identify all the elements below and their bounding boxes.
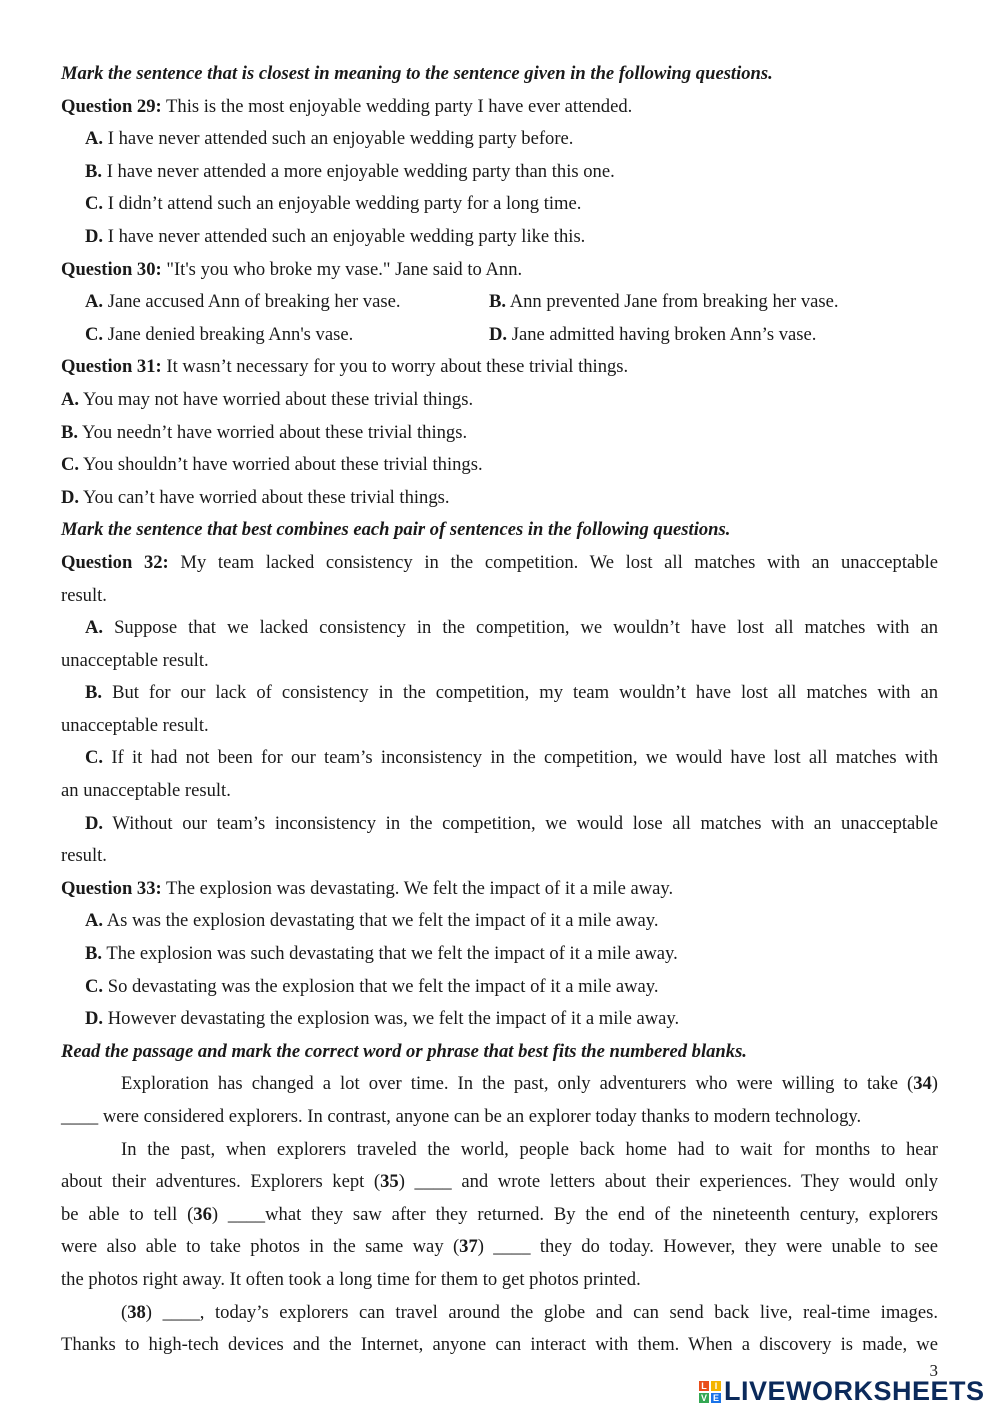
blank-number-34: 34 — [913, 1073, 932, 1095]
question-33 — [61, 873, 938, 906]
question-31 — [61, 351, 938, 384]
option-d[interactable]: D. However devastating the explosion was, we felt the impact of it a mile away. — [85, 1008, 680, 1030]
page-number: 3 — [929, 1361, 938, 1380]
question-text: This is the most enjoyable wedding party I have ever attended. — [161, 95, 633, 117]
option-c-continued: an unacceptable result. — [61, 780, 231, 802]
option-a[interactable]: A. As was the explosion devastating that we felt the impact of it a mile away. — [85, 910, 659, 932]
passage-line: In the past, when explorers traveled the world, people back home had to wait for months to hear — [121, 1138, 938, 1160]
option-row — [61, 319, 938, 352]
section-instruction: Read the passage and mark the correct word or phrase that best fits the numbered blanks. — [61, 1040, 747, 1062]
option-a[interactable]: A. Suppose that we lacked consistency in the competition, we wouldn’t have lost all matches with an — [85, 617, 938, 639]
option-c[interactable]: C. If it had not been for our team’s inconsistency in the competition, we would have lost all matches with — [85, 747, 938, 769]
option-d[interactable]: D. I have never attended such an enjoyable wedding party like this. — [85, 225, 586, 247]
passage-line: about their adventures. Explorers kept (35) ____ and wrote letters about their experiences. They would only — [61, 1171, 938, 1193]
option-c[interactable]: C. Jane denied breaking Ann's vase. — [85, 323, 354, 345]
question-29 — [61, 91, 938, 124]
question-text: It wasn’t necessary for you to worry about these trivial things. — [161, 356, 629, 378]
option-d[interactable]: D. You can’t have worried about these trivial things. — [61, 486, 450, 508]
option-c[interactable]: C. I didn’t attend such an enjoyable wedding party for a long time. — [85, 193, 582, 215]
option-c[interactable]: C. You shouldn’t have worried about these trivial things. — [61, 454, 483, 476]
passage-line: the photos right away. It often took a long time for them to get photos printed. — [61, 1268, 641, 1290]
question-label: Question 32: — [61, 551, 169, 573]
passage-line: ____ were considered explorers. In contrast, anyone can be an explorer today thanks to modern technology. — [61, 1106, 862, 1127]
logo-mark-icon — [699, 1381, 721, 1403]
option-b[interactable]: B. The explosion was such devastating that we felt the impact of it a mile away. — [85, 943, 678, 965]
logo-letter: L — [699, 1381, 709, 1391]
option-b[interactable]: B. But for our lack of consistency in the competition, my team wouldn’t have lost all matches with an — [85, 682, 938, 704]
question-text: The explosion was devastating. We felt the impact of it a mile away. — [161, 877, 674, 899]
passage-line: were also able to take photos in the same way (37) ____ they do today. However, they were unable to see — [61, 1236, 938, 1258]
blank-number-36: 36 — [193, 1203, 212, 1225]
option-a[interactable]: A. You may not have worried about these trivial things. — [61, 388, 474, 410]
question-text-continued: result. — [61, 584, 107, 606]
blank-number-35: 35 — [380, 1171, 399, 1193]
option-a[interactable]: A. Jane accused Ann of breaking her vase. — [85, 291, 401, 313]
question-text: "It's you who broke my vase." Jane said to Ann. — [161, 258, 523, 280]
section-instruction: Mark the sentence that is closest in meaning to the sentence given in the following questions. — [61, 63, 773, 84]
logo-letter: I — [711, 1381, 721, 1391]
passage-line: be able to tell (36) ____what they saw after they returned. By the end of the nineteenth century, explorers — [61, 1203, 938, 1225]
passage-line: Exploration has changed a lot over time. In the past, only adventurers who were willing to take (34) — [121, 1073, 938, 1095]
worksheet-page — [61, 58, 938, 1362]
option-d[interactable]: D. Without our team’s inconsistency in the competition, we would lose all matches with an unacceptable — [85, 812, 939, 834]
option-a[interactable]: A. I have never attended such an enjoyable wedding party before. — [85, 128, 574, 150]
blank-number-37: 37 — [459, 1236, 478, 1258]
logo-letter: V — [700, 1392, 707, 1403]
option-b[interactable]: B. I have never attended a more enjoyable wedding party than this one. — [85, 160, 615, 182]
logo-text: LIVEWORKSHEETS — [724, 1376, 985, 1406]
logo-letter: E — [712, 1392, 719, 1403]
question-30 — [61, 254, 938, 287]
option-d-continued: result. — [61, 845, 107, 867]
blank-number-38: 38 — [127, 1301, 146, 1323]
question-label: Question 30: — [61, 258, 162, 280]
option-a-continued: unacceptable result. — [61, 649, 209, 671]
option-b-continued: unacceptable result. — [61, 714, 209, 736]
option-row — [61, 286, 938, 319]
question-label: Question 29: — [61, 95, 162, 117]
liveworksheets-logo — [699, 1376, 985, 1407]
option-c[interactable]: C. So devastating was the explosion that we felt the impact of it a mile away. — [85, 975, 659, 997]
option-d[interactable]: D. Jane admitted having broken Ann’s vase. — [489, 323, 817, 345]
section-instruction: Mark the sentence that best combines each pair of sentences in the following questions. — [61, 519, 731, 541]
question-32 — [61, 547, 938, 580]
question-label: Question 31: — [61, 356, 162, 378]
question-text: My team lacked consistency in the competition. We lost all matches with an unacceptable — [168, 551, 938, 573]
question-label: Question 33: — [61, 877, 162, 899]
option-b[interactable]: B. Ann prevented Jane from breaking her vase. — [489, 291, 839, 313]
passage-line: Thanks to high-tech devices and the Internet, anyone can interact with them. When a discovery is made, we — [61, 1334, 938, 1356]
option-b[interactable]: B. You needn’t have worried about these trivial things. — [61, 421, 468, 443]
passage-line: (38) ____, today’s explorers can travel around the globe and can send back live, real-time images. — [121, 1301, 938, 1323]
